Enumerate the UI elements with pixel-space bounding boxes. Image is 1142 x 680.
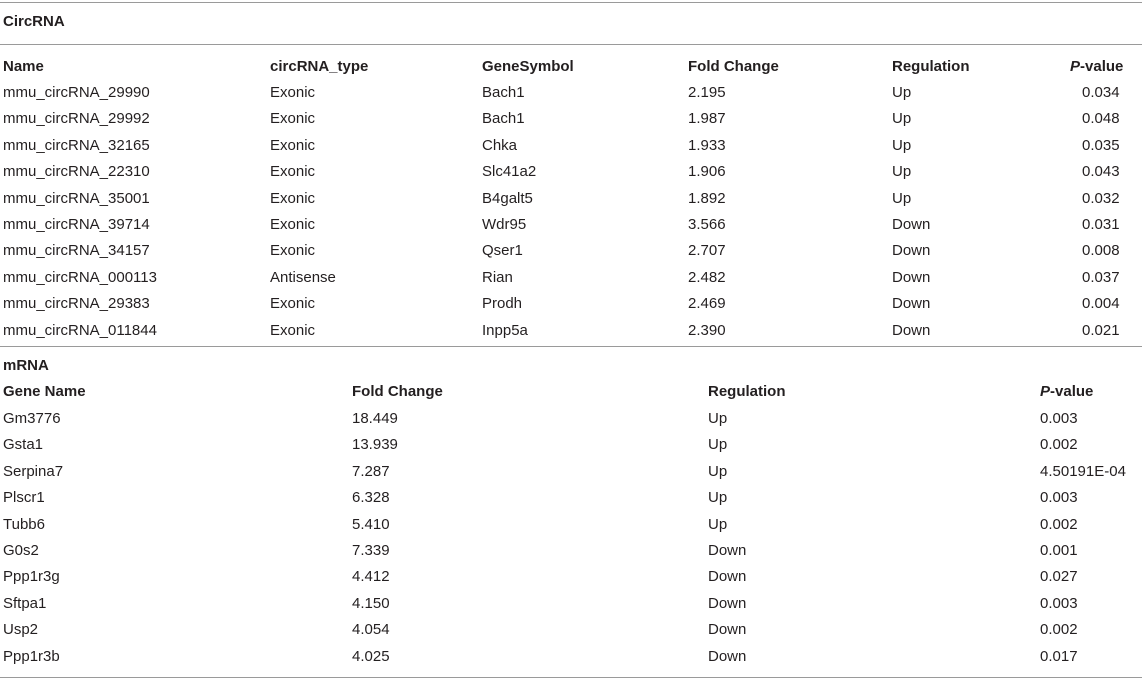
mrna-header-pvalue <box>1040 383 1093 401</box>
p-suffix: -value <box>1050 383 1094 400</box>
cell-gene-name: Usp2 <box>3 621 39 639</box>
cell-regulation: Up <box>708 410 728 427</box>
cell-fold-change: 4.054 <box>352 621 390 639</box>
cell-p-value: 0.034 <box>1082 84 1120 101</box>
cell-regulation: Down <box>708 542 747 559</box>
table-bottom-rule <box>0 677 1142 678</box>
cell-regulation: Up <box>708 489 728 507</box>
cell-p-value: 0.021 <box>1082 321 1120 339</box>
cell-fold-change: 4.412 <box>352 568 390 586</box>
cell-p-value: 0.032 <box>1082 189 1120 207</box>
cell-circrna-type: Exonic <box>270 321 316 339</box>
cell-circrna-type: Exonic <box>270 163 316 181</box>
cell-name: mmu_circRNA_32165 <box>3 136 150 154</box>
cell-circrna-type: Exonic <box>270 84 316 101</box>
cell-regulation: Up <box>892 136 912 154</box>
cell-gene-symbol: Bach1 <box>482 110 525 128</box>
mrna-header-fold: Fold Change <box>352 383 443 400</box>
cell-regulation: Down <box>708 621 747 639</box>
cell-name: mmu_circRNA_34157 <box>3 242 150 260</box>
cell-p-value: 0.031 <box>1082 216 1120 233</box>
cell-name: mmu_circRNA_29990 <box>3 84 150 101</box>
cell-name: mmu_circRNA_29383 <box>3 295 150 313</box>
cell-fold-change: 2.482 <box>688 268 726 286</box>
cell-p-value: 0.048 <box>1082 110 1120 128</box>
cell-gene-symbol: Wdr95 <box>482 216 527 233</box>
cell-regulation: Up <box>708 515 728 533</box>
cell-p-value: 0.003 <box>1040 594 1078 612</box>
cell-gene-name: Tubb6 <box>3 515 45 533</box>
cell-p-value: 0.002 <box>1040 515 1078 533</box>
cell-circrna-type: Exonic <box>270 295 316 313</box>
cell-fold-change: 18.449 <box>352 410 398 427</box>
cell-p-value: 0.002 <box>1040 621 1078 639</box>
circrna-header-regulation: Regulation <box>892 58 970 75</box>
cell-gene-symbol: Bach1 <box>482 84 525 101</box>
cell-regulation: Up <box>892 163 912 181</box>
cell-name: mmu_circRNA_29992 <box>3 110 150 128</box>
section-divider-rule <box>0 346 1142 347</box>
cell-p-value: 4.50191E-04 <box>1040 462 1126 480</box>
cell-regulation: Down <box>708 647 747 665</box>
cell-p-value: 0.035 <box>1082 136 1120 154</box>
p-suffix: -value <box>1080 58 1124 75</box>
circrna-header-fold: Fold Change <box>688 58 779 75</box>
cell-gene-name: Serpina7 <box>3 462 64 480</box>
cell-p-value: 0.027 <box>1040 568 1078 586</box>
cell-fold-change: 7.287 <box>352 462 390 480</box>
mrna-header-regulation: Regulation <box>708 383 786 400</box>
p-italic: P <box>1040 383 1051 400</box>
cell-fold-change: 2.195 <box>688 84 726 101</box>
cell-gene-symbol: B4galt5 <box>482 189 533 207</box>
cell-fold-change: 1.987 <box>688 110 726 128</box>
cell-fold-change: 13.939 <box>352 436 398 454</box>
cell-regulation: Down <box>892 295 931 313</box>
cell-regulation: Down <box>892 268 931 286</box>
cell-name: mmu_circRNA_39714 <box>3 216 150 233</box>
cell-name: mmu_circRNA_011844 <box>3 321 157 339</box>
cell-regulation: Down <box>708 594 747 612</box>
cell-fold-change: 1.906 <box>688 163 726 181</box>
cell-gene-name: Gm3776 <box>3 410 61 427</box>
cell-fold-change: 6.328 <box>352 489 390 507</box>
cell-fold-change: 2.390 <box>688 321 726 339</box>
cell-fold-change: 4.150 <box>352 594 390 612</box>
circrna-header-type: circRNA_type <box>270 58 369 75</box>
cell-circrna-type: Exonic <box>270 189 316 207</box>
cell-p-value: 0.001 <box>1040 542 1078 559</box>
cell-fold-change: 7.339 <box>352 542 390 559</box>
cell-p-value: 0.004 <box>1082 295 1120 313</box>
cell-gene-symbol: Prodh <box>482 295 523 313</box>
cell-p-value: 0.002 <box>1040 436 1078 454</box>
cell-gene-symbol: Qser1 <box>482 242 523 260</box>
cell-gene-name: Plscr1 <box>3 489 45 507</box>
cell-regulation: Up <box>892 110 912 128</box>
circrna-header-name: Name <box>3 58 44 75</box>
cell-gene-name: Gsta1 <box>3 436 44 454</box>
cell-p-value: 0.043 <box>1082 163 1120 181</box>
cell-circrna-type: Exonic <box>270 110 316 128</box>
cell-name: mmu_circRNA_22310 <box>3 163 150 181</box>
cell-p-value: 0.003 <box>1040 489 1078 507</box>
cell-fold-change: 2.707 <box>688 242 726 260</box>
cell-fold-change: 3.566 <box>688 216 726 233</box>
cell-circrna-type: Exonic <box>270 242 316 260</box>
cell-fold-change: 1.892 <box>688 189 726 207</box>
cell-gene-symbol: Rian <box>482 268 513 286</box>
mrna-section-label: mRNA <box>3 357 49 374</box>
cell-gene-name: Ppp1r3b <box>3 647 60 665</box>
circrna-header-pvalue <box>1070 58 1123 76</box>
cell-gene-name: G0s2 <box>3 542 39 559</box>
cell-gene-symbol: Slc41a2 <box>482 163 537 181</box>
circrna-section-label: CircRNA <box>3 13 65 30</box>
cell-regulation: Down <box>708 568 747 586</box>
cell-regulation: Down <box>892 242 931 260</box>
circrna-section-rule <box>0 44 1142 45</box>
cell-name: mmu_circRNA_000113 <box>3 268 157 286</box>
cell-gene-symbol: Chka <box>482 136 518 154</box>
cell-circrna-type: Exonic <box>270 136 316 154</box>
cell-gene-symbol: Inpp5a <box>482 321 528 339</box>
p-italic: P <box>1070 58 1081 75</box>
cell-circrna-type: Exonic <box>270 216 316 233</box>
cell-p-value: 0.003 <box>1040 410 1078 427</box>
table-top-rule <box>0 2 1142 3</box>
cell-fold-change: 4.025 <box>352 647 390 665</box>
circrna-header-gene: GeneSymbol <box>482 58 574 75</box>
cell-name: mmu_circRNA_35001 <box>3 189 150 207</box>
cell-p-value: 0.008 <box>1082 242 1120 260</box>
cell-regulation: Up <box>708 436 728 454</box>
cell-gene-name: Ppp1r3g <box>3 568 60 586</box>
cell-regulation: Up <box>708 462 728 480</box>
mrna-header-gene: Gene Name <box>3 383 86 400</box>
cell-circrna-type: Antisense <box>270 268 336 286</box>
cell-fold-change: 1.933 <box>688 136 726 154</box>
cell-p-value: 0.017 <box>1040 647 1078 665</box>
cell-fold-change: 2.469 <box>688 295 726 313</box>
cell-regulation: Down <box>892 216 931 233</box>
cell-regulation: Up <box>892 84 912 101</box>
cell-fold-change: 5.410 <box>352 515 390 533</box>
cell-gene-name: Sftpa1 <box>3 594 47 612</box>
cell-p-value: 0.037 <box>1082 268 1120 286</box>
cell-regulation: Up <box>892 189 912 207</box>
cell-regulation: Down <box>892 321 931 339</box>
